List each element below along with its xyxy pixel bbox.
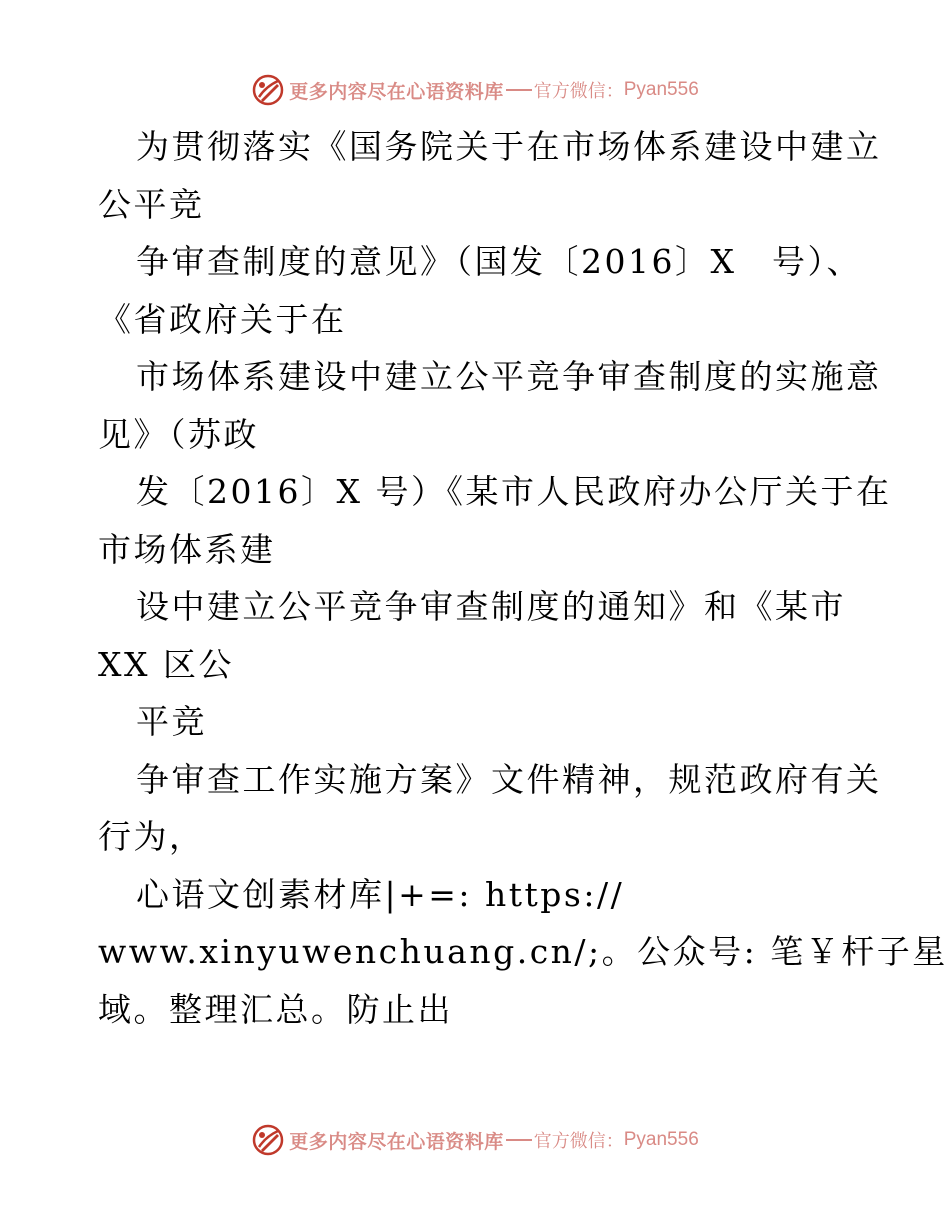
body-text-line: 市场体系建设中建立公平竞争审查制度的实施意 [136, 357, 882, 396]
banner-dash [506, 1139, 532, 1141]
banner-wechat-label: 官方微信： [533, 1131, 624, 1152]
body-text-line: 见》（苏政 [98, 414, 259, 454]
body-text-line: 争审查工作实施方案》文件精神，规范政府有关 [136, 759, 882, 799]
footer-banner [0, 1120, 950, 1160]
body-text-line: 争审查制度的意见》（国发〔2016〕X 号）、 [136, 242, 862, 281]
body-text-line: 平竞 [136, 702, 207, 741]
body-text-line: 心语文创素材库|+=: https:// [136, 874, 625, 914]
body-text-line: 《省政府关于在 [98, 299, 347, 339]
body-text-line: 市场体系建 [98, 529, 276, 569]
banner-brand-text: 更多内容尽在心语资料库 [289, 80, 504, 103]
writing-hand-logo-icon [251, 73, 285, 107]
banner-wechat-id: Pyan556 [623, 79, 699, 100]
document-body [98, 118, 948, 1038]
body-text-line: 公平竞 [98, 184, 205, 224]
body-text-line: 行为， [98, 817, 205, 856]
banner-dash [506, 89, 532, 91]
body-text-line: www.xinyuwenchuang.cn/;。公众号: 笔￥杆子星 [98, 932, 948, 971]
writing-hand-logo-icon [251, 1123, 285, 1157]
body-text-line: 域。整理汇总。防止出 [98, 989, 453, 1029]
banner-wechat-label: 官方微信： [533, 81, 624, 102]
banner-brand-text: 更多内容尽在心语资料库 [289, 1130, 504, 1153]
header-banner [0, 70, 950, 110]
body-text-line: 为贯彻落实《国务院关于在市场体系建设中建立 [136, 127, 882, 166]
banner-wechat-id: Pyan556 [623, 1129, 699, 1150]
body-text-line: 设中建立公平竞争审查制度的通知》和《某市 [136, 587, 846, 626]
body-text-line: 发〔2016〕X 号）《某市人民政府办公厅关于在 [136, 472, 892, 511]
body-text-line: XX 区公 [98, 644, 234, 684]
